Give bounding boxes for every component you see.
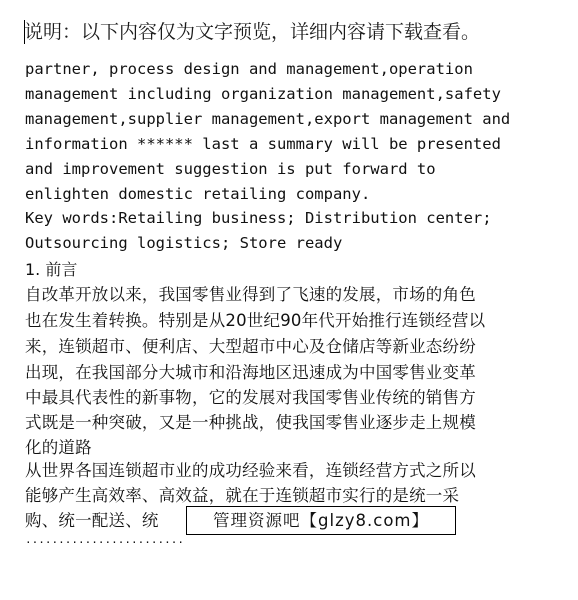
body-line: 能够产生高效率、高效益，就在于连锁超市实行的是统一采 <box>25 486 460 505</box>
abstract-line: partner, process design and management,operation <box>25 60 473 78</box>
keywords-line: Key words:Retailing business; Distribution center; <box>25 209 492 227</box>
body-line: 也在发生着转换。特别是从20世纪90年代开始推行连锁经营以 <box>25 311 486 330</box>
body-line: 化的道路 <box>25 438 92 457</box>
section-heading: 1. 前言 <box>25 260 78 279</box>
body-line: 出现，在我国部分大城市和沿海地区迅速成为中国零售业变革 <box>25 363 476 382</box>
abstract-line: management including organization management,safety <box>25 85 501 103</box>
site-watermark-box: 管理资源吧【glzy8.com】 <box>186 506 456 535</box>
abstract-line: information ****** last a summary will be presented <box>25 135 501 153</box>
abstract-line: enlighten domestic retailing company. <box>25 185 371 203</box>
body-line: 来，连锁超市、便利店、大型超市中心及仓储店等新业态纷纷 <box>25 337 476 356</box>
body-line: 从世界各国连锁超市业的成功经验来看，连锁经营方式之所以 <box>25 461 476 480</box>
body-line: 式既是一种突破，又是一种挑战，使我国零售业逐步走上规模 <box>25 413 476 432</box>
abstract-line: and improvement suggestion is put forward to <box>25 160 436 178</box>
truncation-dots: ........................ <box>25 533 184 546</box>
preview-notice: 说明：以下内容仅为文字预览，详细内容请下载查看。 <box>24 21 481 43</box>
body-line: 自改革开放以来，我国零售业得到了飞速的发展，市场的角色 <box>25 285 476 304</box>
body-line: 购、统一配送、统 <box>25 511 159 530</box>
keywords-line: Outsourcing logistics; Store ready <box>25 234 343 252</box>
body-line: 中最具代表性的新事物，它的发展对我国零售业传统的销售方 <box>25 388 476 407</box>
abstract-line: management,supplier management,export management and <box>25 110 511 128</box>
